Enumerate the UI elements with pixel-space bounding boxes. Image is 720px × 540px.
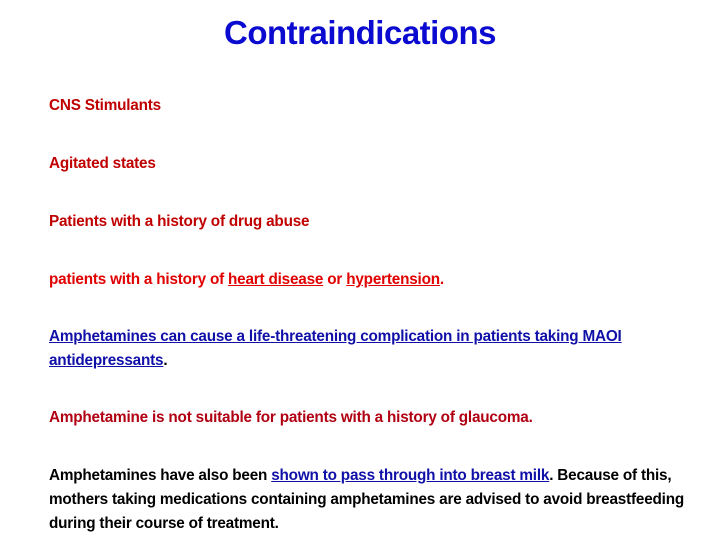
item-agitated-states: Agitated states	[49, 155, 156, 172]
maoi-link[interactable]: Amphetamines can cause a life-threatening complication in patients taking MAOI antidepressants	[49, 328, 622, 369]
item-heart-disease	[49, 268, 689, 292]
hypertension-link[interactable]: hypertension	[346, 271, 440, 288]
heart-disease-link[interactable]: heart disease	[228, 271, 324, 288]
text: Amphetamines have also been	[49, 467, 272, 484]
text: patients with a history of	[49, 271, 229, 288]
text: or	[323, 271, 347, 288]
item-drug-abuse: Patients with a history of drug abuse	[49, 213, 310, 230]
item-maoi	[49, 325, 689, 373]
item-glaucoma: Amphetamine is not suitable for patients with a history of glaucoma.	[49, 409, 533, 426]
text: .	[439, 271, 444, 288]
page-title: Contraindications	[223, 14, 497, 51]
text: . Because of this, mothers taking medications containing amphetamines are advised to avoid breastfeeding during their course of treatment.	[49, 467, 684, 532]
item-breast-milk	[49, 464, 689, 536]
item-cns-stimulants: CNS Stimulants	[49, 97, 161, 114]
text: .	[163, 352, 168, 369]
breast-milk-link[interactable]: shown to pass through into breast milk	[271, 467, 550, 484]
